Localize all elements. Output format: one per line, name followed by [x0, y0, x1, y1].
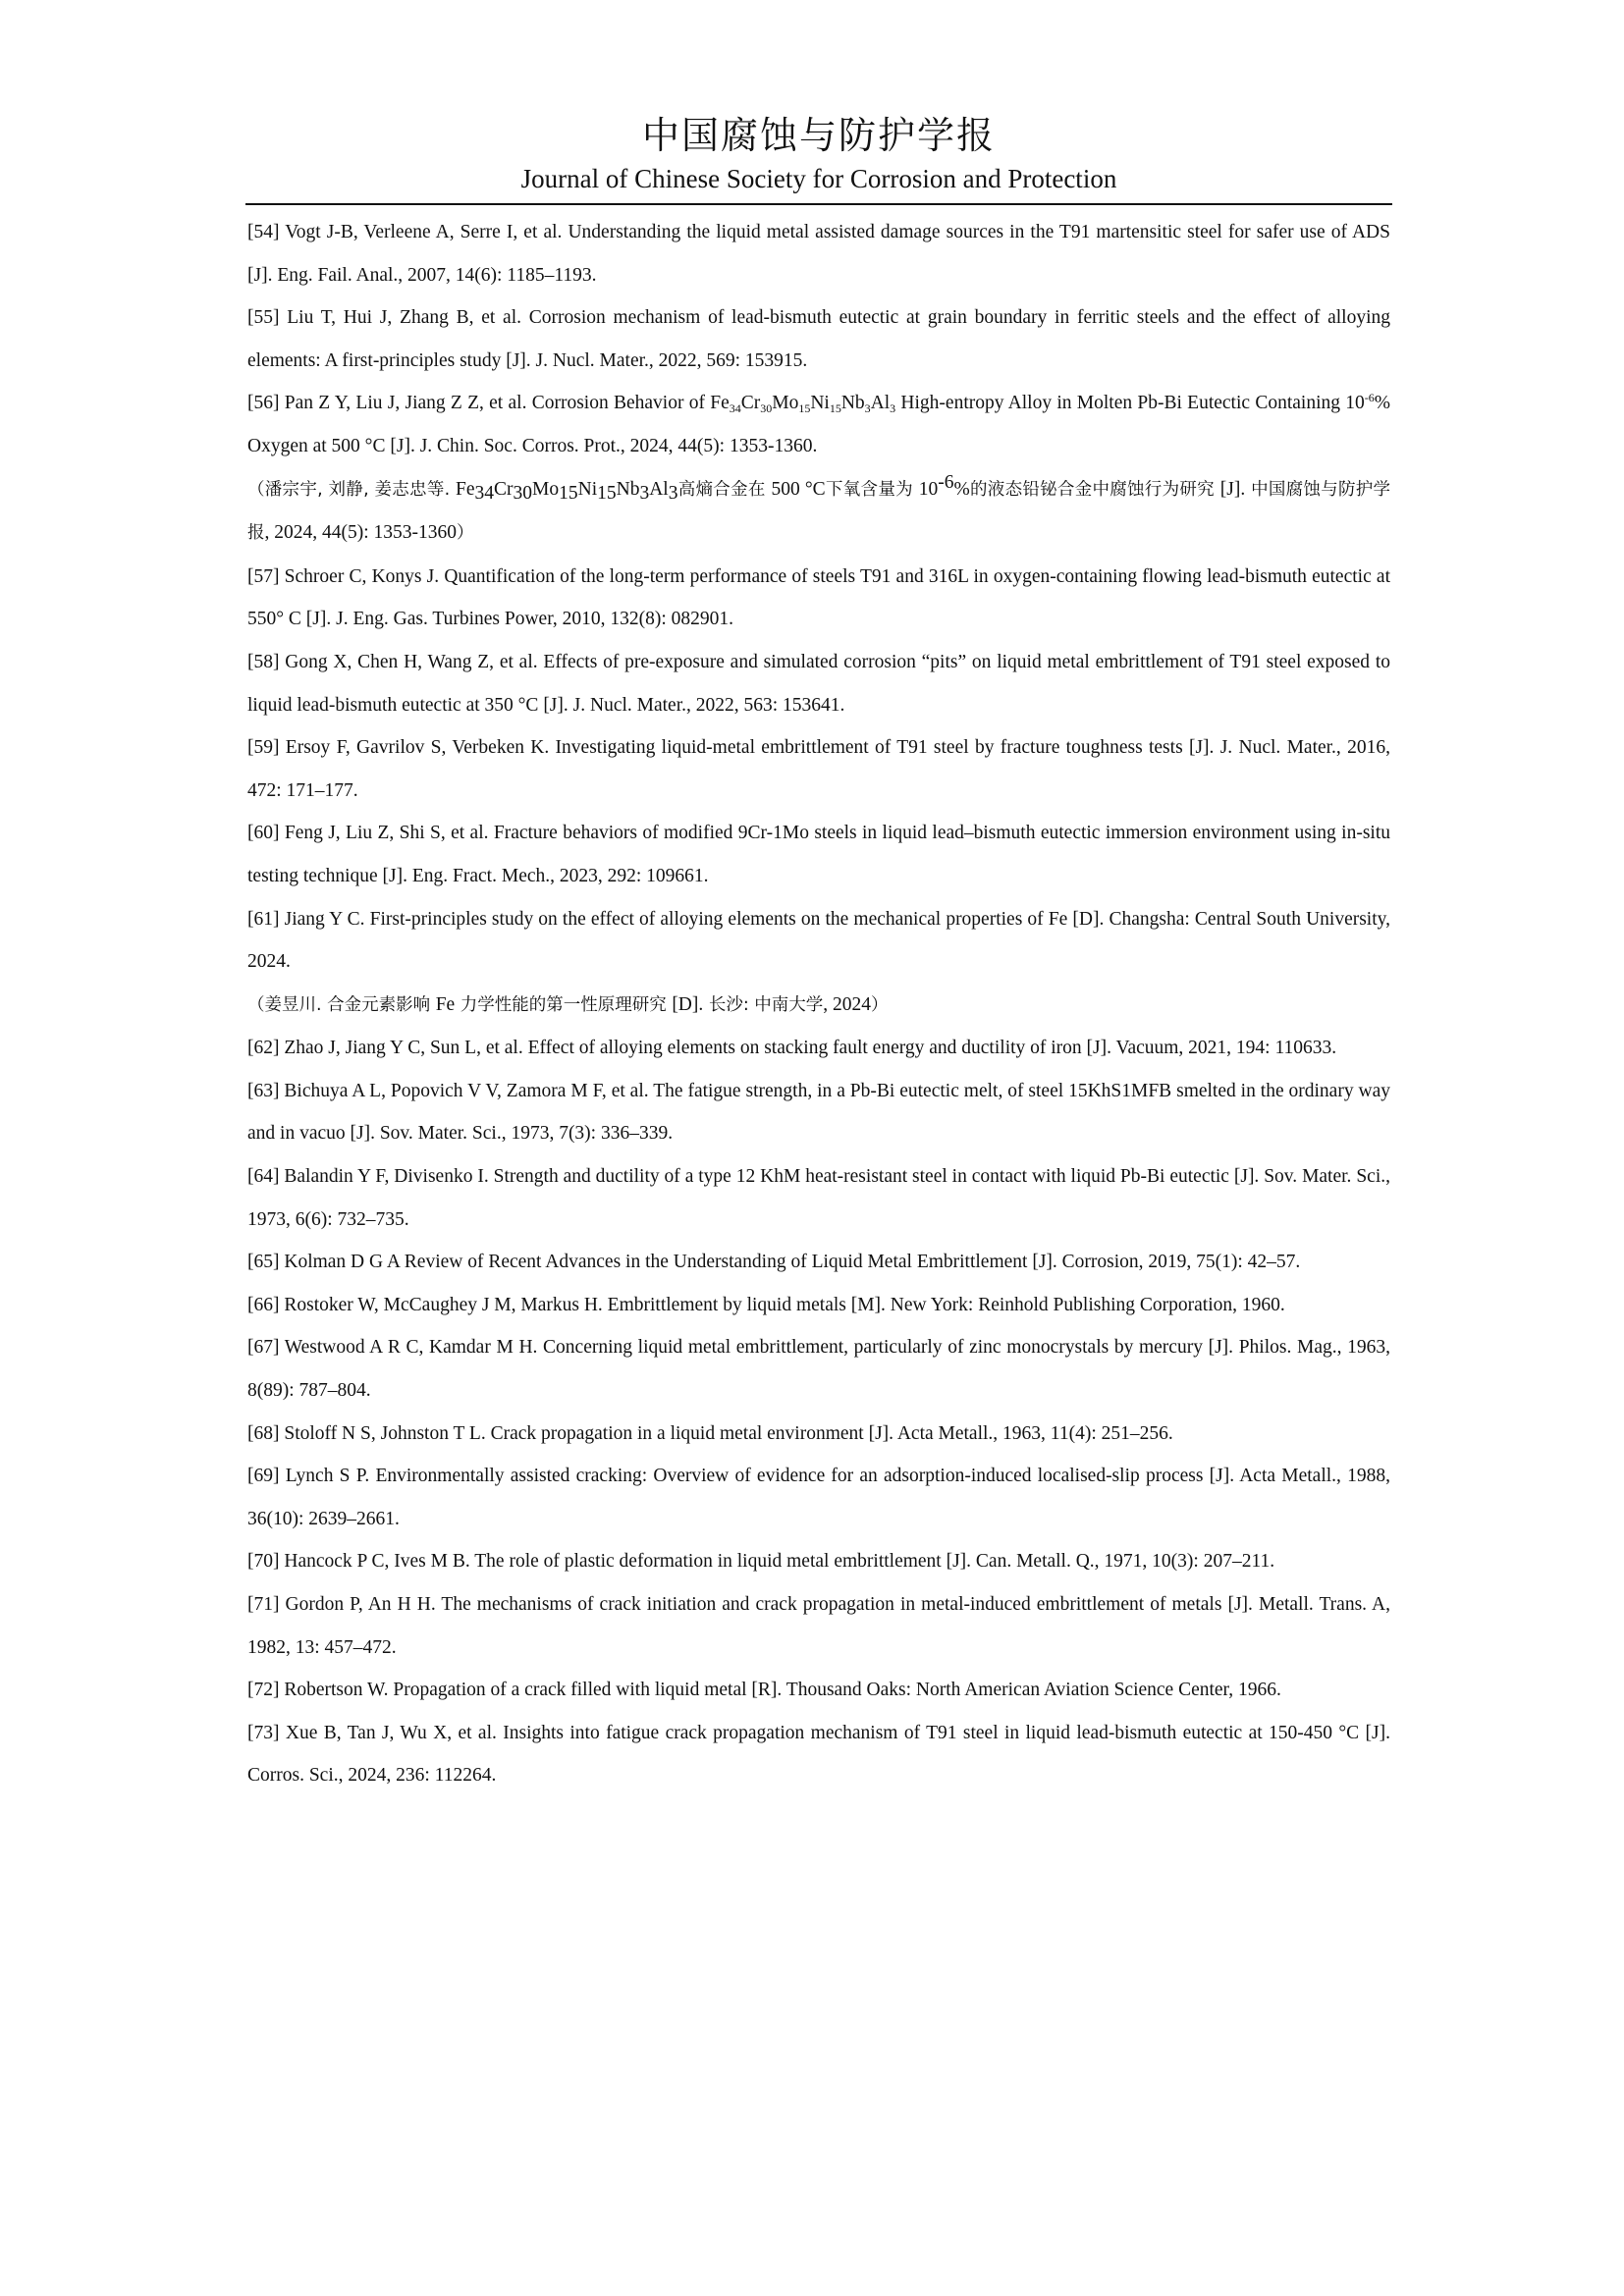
reference-61-cn-type: [D].: [672, 993, 704, 1015]
formula-ni-count: 15: [829, 401, 841, 416]
formula-cn-ni: Ni: [577, 478, 598, 500]
reference-64: [64] Balandin Y F, Divisenko I. Strength and ductility of a type 12 KhM heat-resistant steel in contact with liquid Pb-Bi eutectic [J]. Sov. Mater. Sci., 1973, 6(6): 732–735.: [247, 1166, 1390, 1230]
reference-56-cn-journal: 中国腐蚀与防护学报: [247, 479, 1391, 544]
formula-mo-count: 15: [798, 401, 811, 416]
reference-56-chinese: [247, 468, 1390, 556]
reference-73: [73] Xue B, Tan J, Wu X, et al. Insights into fatigue crack propagation mechanism of T91 steel in liquid lead-bismuth eutectic at 150-450 °C [J]. Corros. Sci., 2024, 236: 112264.: [247, 1722, 1390, 1787]
reference-list: [247, 211, 1390, 1797]
formula-cn-nb: Nb: [616, 478, 640, 500]
formula-nb: Nb: [840, 393, 865, 414]
reference-60: [60] Feng J, Liu Z, Shi S, et al. Fracture behaviors of modified 9Cr-1Mo steels in liquid lead–bismuth eutectic immersion environment using in-situ testing technique [J]. Eng. Fract. Mech., 2023, 292: 109661.: [247, 823, 1390, 886]
reference-56-text-b: High-entropy Alloy in Molten Pb-Bi Eutectic Containing 10: [895, 393, 1365, 414]
formula-cn-fe-count: 34: [474, 482, 495, 504]
reference-66: [66] Rostoker W, McCaughey J M, Markus H. Embrittlement by liquid metals [M]. New York: Reinhold Publishing Corporation, 1960.: [247, 1294, 1285, 1315]
oxygen-exponent: -6: [1364, 391, 1375, 405]
reference-56-cn-volume: , 2024, 44(5): 1353-1360: [264, 522, 458, 544]
reference-56-cn-close: ）: [457, 523, 474, 544]
formula-ni: Ni: [810, 393, 830, 414]
formula-al-count: 3: [890, 401, 896, 416]
reference-71: [71] Gordon P, An H H. The mechanisms of crack initiation and crack propagation in metal-induced embrittlement of metals [J]. Metall. Trans. A, 1982, 13: 457–472.: [247, 1594, 1390, 1658]
reference-61-chinese: [247, 984, 1390, 1028]
reference-56-cn-text-d: 的液态铅铋合金中腐蚀行为研究: [969, 479, 1220, 500]
oxygen-exponent-cn: -6: [938, 471, 954, 493]
reference-68: [68] Stoloff N S, Johnston T L. Crack propagation in a liquid metal environment [J]. Acta Metall., 1963, 11(4): 251–256.: [247, 1422, 1173, 1444]
reference-61-cn-text-c: 长沙: 中南大学: [703, 994, 824, 1015]
header-rule: [245, 203, 1392, 205]
formula-cn-al: Al: [649, 478, 669, 500]
formula-mo: Mo: [772, 393, 799, 414]
journal-title-english: Journal of Chinese Society for Corrosion and Protection: [520, 164, 1117, 193]
reference-56-cn-authors: （潘宗宇, 刘静, 姜志忠等.: [247, 479, 457, 500]
formula-fe-count: 34: [729, 401, 741, 416]
reference-61-cn-fe: Fe: [435, 993, 456, 1015]
reference-57: [57] Schroer C, Konys J. Quantification of the long-term performance of steels T91 and 316L in oxygen-containing flowing lead-bismuth eutectic at 550° C [J]. J. Eng. Gas. Turbines Power, 2010, 132(8): 082901.: [247, 565, 1390, 630]
formula-cn-cr-count: 30: [513, 482, 533, 504]
reference-55: [55] Liu T, Hui J, Zhang B, et al. Corrosion mechanism of lead-bismuth eutectic at grain boundary in ferritic steels and the effect of alloying elements: A first-principles study [J]. J. Nucl. Mater., 2022, 569: 153915.: [247, 307, 1390, 371]
formula-cn-mo: Mo: [532, 478, 560, 500]
reference-67: [67] Westwood A R C, Kamdar M H. Concerning liquid metal embrittlement, particularly of zinc monocrystals by mercury [J]. Philos. Mag., 1963, 8(89): 787–804.: [247, 1337, 1390, 1402]
reference-61-cn-text-a: （姜昱川. 合金元素影响: [247, 994, 436, 1015]
reference-72: [72] Robertson W. Propagation of a crack filled with liquid metal [R]. Thousand Oaks: North American Aviation Science Center, 1966.: [247, 1680, 1281, 1701]
formula-cn-ni-count: 15: [597, 482, 617, 504]
formula-cn-cr: Cr: [494, 478, 514, 500]
formula-fe: Fe: [710, 393, 730, 414]
reference-65: [65] Kolman D G A Review of Recent Advances in the Understanding of Liquid Metal Embrittlement [J]. Corrosion, 2019, 75(1): 42–57.: [247, 1252, 1301, 1273]
reference-61-cn-text-b: 力学性能的第一性原理研究: [455, 994, 673, 1015]
reference-69: [69] Lynch S P. Environmentally assisted cracking: Overview of evidence for an adsorption-induced localised-slip process [J]. Acta Metall., 1988, 36(10): 2639–2661.: [247, 1466, 1390, 1529]
reference-54: [54] Vogt J-B, Verleene A, Serre I, et al. Understanding the liquid metal assisted damage sources in the T91 martensitic steel for safer use of ADS [J]. Eng. Fail. Anal., 2007, 14(6): 1185–1193.: [247, 222, 1390, 286]
reference-56-text-a: [56] Pan Z Y, Liu J, Jiang Z Z, et al. Corrosion Behavior of: [247, 393, 711, 414]
reference-56-text-c: % Oxygen at 500 °C [J]. J. Chin. Soc. Corros. Prot., 2024, 44(5): 1353-1360.: [247, 393, 1390, 456]
reference-58: [58] Gong X, Chen H, Wang Z, et al. Effects of pre-exposure and simulated corrosion “pits” on liquid metal embrittlement of T91 steel exposed to liquid lead-bismuth eutectic at 350 °C [J]. J. Nucl. Mater., 2022, 563: 153641.: [247, 651, 1390, 716]
reference-70: [70] Hancock P C, Ives M B. The role of plastic deformation in liquid metal embrittlement [J]. Can. Metall. Q., 1971, 10(3): 207–211.: [247, 1551, 1275, 1573]
reference-56-cn-percent: %: [953, 478, 970, 500]
page-header: [245, 110, 1392, 196]
formula-cn-fe: Fe: [456, 478, 475, 500]
reference-62: [62] Zhao J, Jiang Y C, Sun L, et al. Effect of alloying elements on stacking fault energy and ductility of iron [J]. Vacuum, 2021, 194: 110633.: [247, 1038, 1337, 1059]
formula-cr: Cr: [740, 393, 761, 414]
formula-cn-nb-count: 3: [639, 482, 650, 504]
formula-al: Al: [870, 393, 891, 414]
reference-56-cn-temp: 500 °C: [771, 478, 826, 500]
journal-title-chinese: 中国腐蚀与防护学报: [641, 114, 996, 157]
formula-nb-count: 3: [864, 401, 871, 416]
reference-56-cn-text-c: 下氧含量为: [825, 479, 919, 500]
reference-56-cn-type: [J].: [1219, 478, 1246, 500]
reference-61-cn-year: , 2024: [823, 993, 872, 1015]
reference-61: [61] Jiang Y C. First-principles study on the effect of alloying elements on the mechanical properties of Fe [D]. Changsha: Central South University, 2024.: [247, 908, 1390, 973]
formula-cn-al-count: 3: [668, 482, 678, 504]
reference-56-cn-ten: 10: [918, 478, 939, 500]
reference-61-cn-close: ）: [871, 994, 889, 1015]
reference-56: [247, 382, 1390, 467]
reference-56-cn-text-b: 高熵合金在: [677, 479, 772, 500]
formula-cn-mo-count: 15: [559, 482, 578, 504]
reference-59: [59] Ersoy F, Gavrilov S, Verbeken K. Investigating liquid-metal embrittlement of T91 steel by fracture toughness tests [J]. J. Nucl. Mater., 2016, 472: 171–177.: [247, 737, 1390, 801]
reference-63: [63] Bichuya A L, Popovich V V, Zamora M F, et al. The fatigue strength, in a Pb-Bi eutectic melt, of steel 15KhS1MFB smelted in the ordinary way and in vacuo [J]. Sov. Mater. Sci., 1973, 7(3): 336–339.: [247, 1080, 1390, 1145]
formula-cr-count: 30: [760, 401, 773, 416]
